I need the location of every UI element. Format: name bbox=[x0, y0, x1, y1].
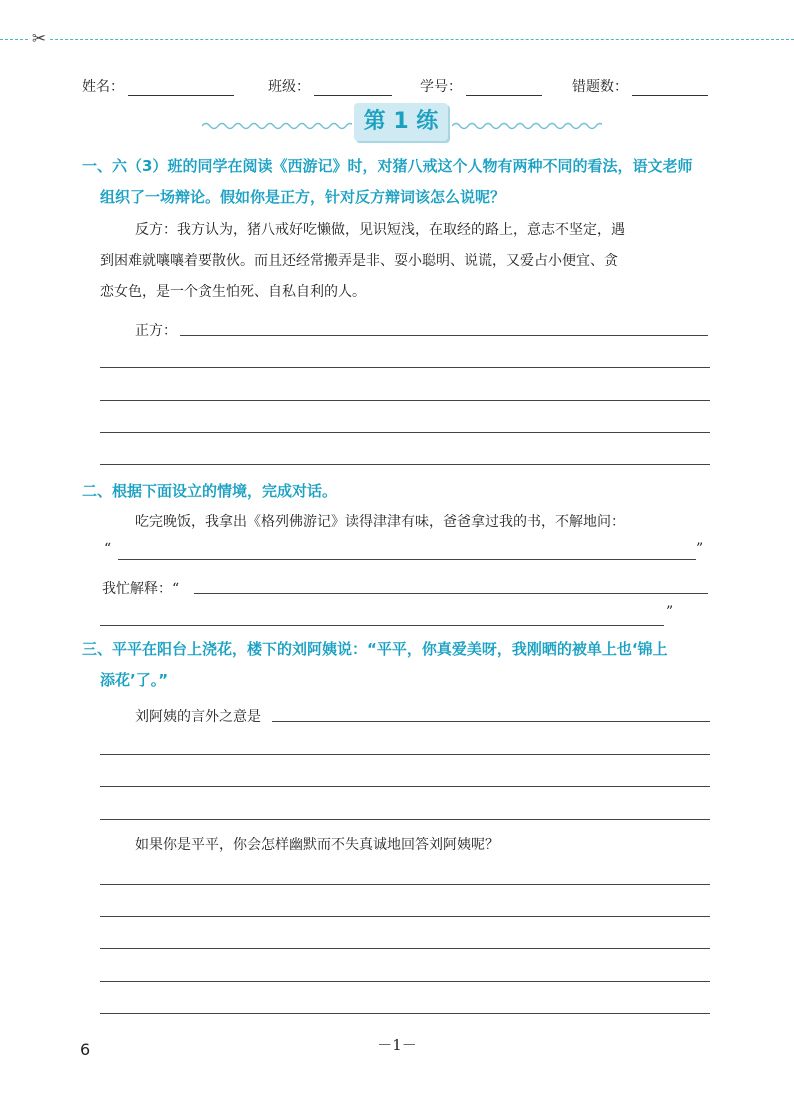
wave-decoration-right bbox=[452, 121, 602, 131]
student-id-blank[interactable] bbox=[466, 81, 542, 96]
name-blank[interactable] bbox=[128, 81, 234, 96]
q3-sub1-line[interactable] bbox=[272, 721, 710, 722]
q3-sub1-label: 刘阿姨的言外之意是 bbox=[135, 709, 261, 725]
q1-answer-line[interactable] bbox=[180, 335, 708, 336]
scissors-icon: ✂ bbox=[28, 29, 50, 49]
q3-sub2-line[interactable] bbox=[100, 981, 710, 982]
page-number: －1－ bbox=[377, 1036, 417, 1054]
q3-sub1-line[interactable] bbox=[100, 786, 710, 787]
question-1-heading-line2: 组织了一场辩论。假如你是正方，针对反方辩词该怎么说呢？ bbox=[100, 188, 506, 206]
student-id-field[interactable] bbox=[420, 76, 542, 96]
q1-text-line2: 到困难就嚷嚷着要散伙。而且还经常搬弄是非、耍小聪明、说谎，又爱占小便宜、贪 bbox=[100, 253, 618, 269]
q3-sub1-line[interactable] bbox=[100, 754, 710, 755]
q1-text-line3: 恋女色，是一个贪生怕死、自私自利的人。 bbox=[100, 284, 366, 300]
q1-answer-line[interactable] bbox=[100, 367, 710, 368]
question-3-heading bbox=[82, 634, 668, 696]
q1-answer-line[interactable] bbox=[100, 432, 710, 433]
q2-reply-label: 我忙解释：“ bbox=[102, 581, 180, 597]
page-title: 第 1 练 bbox=[354, 103, 448, 141]
class-blank[interactable] bbox=[314, 81, 392, 96]
student-info-row bbox=[0, 76, 794, 98]
q2-reply-line[interactable] bbox=[100, 625, 664, 626]
q3-sub2-line[interactable] bbox=[100, 1013, 710, 1014]
cut-line bbox=[0, 39, 794, 40]
name-label: 姓名： bbox=[82, 79, 124, 95]
class-label: 班级： bbox=[268, 79, 310, 95]
q3-sub2-label: 如果你是平平，你会怎样幽默而不失真诚地回答刘阿姨呢？ bbox=[135, 837, 499, 853]
q2-reply-close-quote: ” bbox=[666, 604, 674, 620]
corner-page-number: 6 bbox=[80, 1040, 91, 1059]
question-3-heading-line2: 添花’了。” bbox=[100, 671, 169, 689]
question-1-heading-line1: 一、六（3）班的同学在阅读《西游记》时，对猪八戒这个人物有两种不同的看法，语文老师 bbox=[82, 157, 693, 175]
q1-answer-label: 正方： bbox=[135, 323, 177, 339]
q3-sub1-line[interactable] bbox=[100, 819, 710, 820]
q2-close-quote: ” bbox=[696, 541, 704, 557]
name-field[interactable] bbox=[82, 76, 234, 96]
question-3-heading-line1: 三、平平在阳台上浇花，楼下的刘阿姨说：“平平，你真爱美呀，我刚晒的被单上也‘锦上 bbox=[82, 640, 668, 658]
q2-text-line1: 吃完晚饭，我拿出《格列佛游记》读得津津有味，爸爸拿过我的书，不解地问： bbox=[135, 514, 625, 530]
errors-blank[interactable] bbox=[632, 81, 708, 96]
wave-decoration-left bbox=[202, 121, 352, 131]
q2-open-quote: “ bbox=[104, 541, 112, 557]
q1-answer-line[interactable] bbox=[100, 400, 710, 401]
question-2-heading: 二、根据下面设立的情境，完成对话。 bbox=[82, 482, 338, 500]
q3-sub2-line[interactable] bbox=[100, 948, 710, 949]
q1-text-line1: 反方：我方认为，猪八戒好吃懒做，见识短浅，在取经的路上，意志不坚定，遇 bbox=[135, 222, 625, 238]
q3-sub2-line[interactable] bbox=[100, 884, 710, 885]
q2-dad-question-line[interactable] bbox=[118, 559, 696, 560]
q1-answer-line[interactable] bbox=[100, 464, 710, 465]
q3-sub2-line[interactable] bbox=[100, 916, 710, 917]
q2-reply-line[interactable] bbox=[194, 593, 708, 594]
question-1-heading bbox=[82, 151, 692, 213]
errors-field[interactable] bbox=[572, 76, 708, 96]
student-id-label: 学号： bbox=[420, 79, 462, 95]
errors-label: 错题数： bbox=[572, 79, 628, 95]
class-field[interactable] bbox=[268, 76, 392, 96]
title-banner bbox=[200, 103, 600, 145]
